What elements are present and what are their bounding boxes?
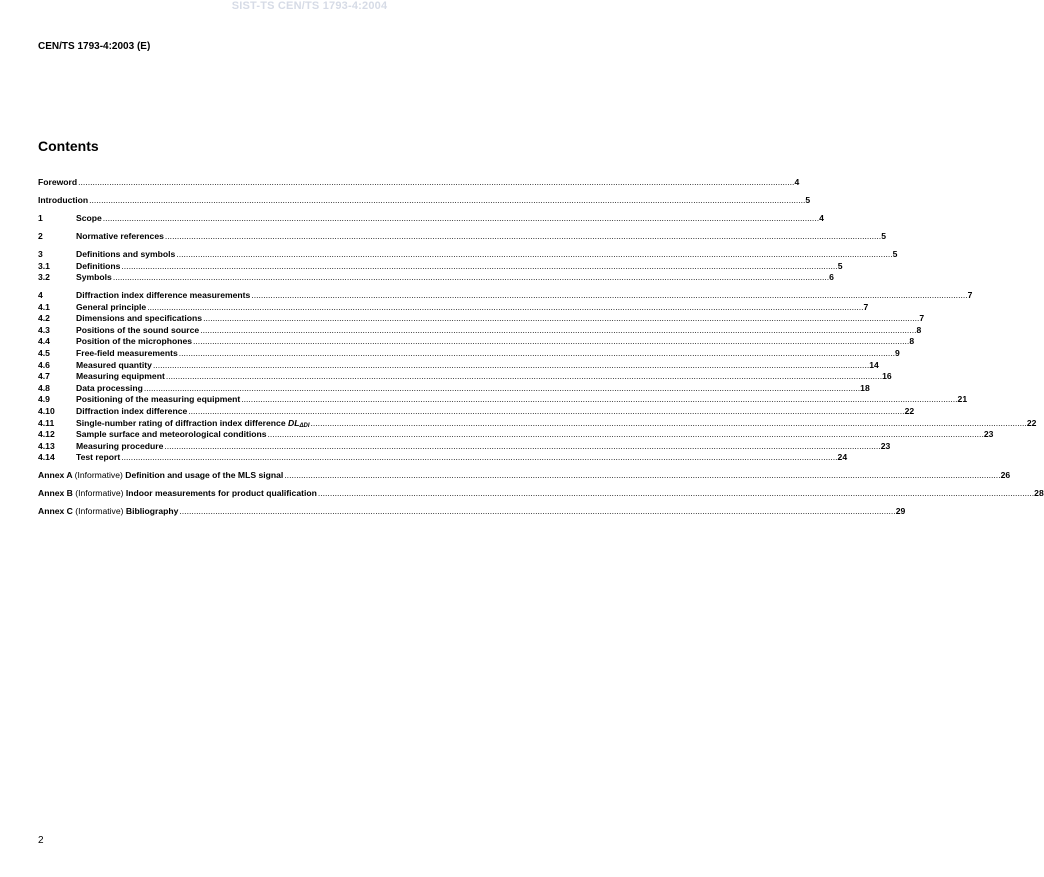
toc-entry[interactable] (38, 371, 892, 383)
annex-type: (Informative) (75, 506, 124, 517)
toc-entry-page: 21 (957, 394, 968, 405)
toc-entry-number: 4.5 (38, 348, 50, 359)
toc-entry-page: 6 (829, 272, 834, 283)
toc-entry-title (76, 231, 164, 243)
toc-entry-title (76, 325, 199, 337)
toc-entry-number: 2 (38, 230, 43, 241)
toc-entry-title (76, 452, 120, 464)
toc-annex-entry[interactable] (38, 470, 1011, 482)
dot-leader: ............................................................................................................................................................................................................................................................................................................ (165, 371, 883, 382)
toc-entry-title (76, 213, 102, 225)
toc-entry-page: 9 (895, 348, 900, 359)
toc-entry[interactable] (38, 177, 800, 189)
toc-entry-number: 3.1 (38, 260, 50, 271)
toc-entry-page: 16 (882, 371, 892, 382)
dot-leader: ............................................................................................................................................................................................................................................................................................................ (203, 313, 920, 324)
toc-entry-title-text: Single-number rating of diffraction index difference (76, 417, 286, 428)
toc-entry-number: 4.11 (38, 417, 55, 428)
toc-entry-number: 4 (38, 290, 43, 301)
toc-entry-title-text: Data processing (76, 382, 143, 393)
dot-leader: ............................................................................................................................................................................................................................................................................................................ (310, 417, 1027, 428)
toc-entry[interactable] (38, 290, 973, 302)
toc-entry[interactable] (38, 194, 811, 207)
toc-entry-title (76, 249, 175, 261)
toc-entry-number: 4.14 (38, 452, 55, 463)
toc-entry-title-text: Definitions (76, 260, 121, 271)
toc-entry-number: 4.2 (38, 313, 50, 324)
toc-entry-title-text: Foreword (38, 177, 78, 187)
toc-entry-page: 23 (983, 429, 994, 440)
toc-entry[interactable] (38, 452, 848, 464)
annex-title (38, 470, 283, 482)
toc-entry-page: 18 (860, 382, 870, 393)
toc-entry[interactable] (38, 417, 1037, 430)
dot-leader: ............................................................................................................................................................................................................................................................................................................ (143, 382, 861, 393)
toc-entry-title-text: Measuring equipment (76, 371, 165, 382)
annex-label: Annex B (38, 488, 73, 499)
toc-entry-page: 5 (805, 194, 811, 205)
toc-entry-number: 4.13 (38, 440, 55, 451)
dot-leader: ............................................................................................................................................................................................................................................................................................................ (188, 406, 905, 417)
toc-entry[interactable] (38, 313, 925, 325)
dot-leader: ............................................................................................................................................................................................................................................................................................................ (284, 470, 1001, 481)
dot-leader: ............................................................................................................................................................................................................................................................................................................ (251, 290, 968, 301)
toc-entry-page: 14 (869, 359, 879, 370)
toc-entry-title-text: Introduction (38, 194, 89, 205)
toc-entry-title (38, 195, 88, 207)
toc-entry-number: 3.2 (38, 272, 50, 283)
dot-leader: ............................................................................................................................................................................................................................................................................................................ (164, 230, 882, 241)
annex-label: Annex A (38, 470, 73, 481)
toc-entry-title (76, 441, 163, 453)
dot-leader: ............................................................................................................................................................................................................................................................................................................ (102, 212, 820, 223)
toc-entry-symbol (288, 418, 310, 428)
toc-entry[interactable] (38, 230, 886, 243)
annex-title-text: Indoor measurements for product qualification (125, 488, 317, 499)
annex-label: Annex C (38, 506, 73, 517)
toc-entry[interactable] (38, 359, 879, 372)
toc-entry-number: 1 (38, 212, 43, 223)
toc-entry-title-text: Diffraction index difference (76, 406, 188, 417)
dot-leader: ............................................................................................................................................................................................................................................................................................................ (317, 488, 1035, 499)
toc-entry-number: 4.4 (38, 336, 50, 347)
toc-entry-title (76, 336, 192, 348)
toc-entry-number: 4.1 (38, 301, 50, 312)
toc-entry-title (76, 371, 165, 383)
toc-entry-page: 5 (837, 260, 843, 271)
toc-entry-page: 23 (880, 440, 891, 451)
toc-entry-page: 7 (967, 290, 973, 301)
toc-annex-entry[interactable] (38, 488, 1044, 500)
dot-leader: ............................................................................................................................................................................................................................................................................................................ (78, 177, 795, 187)
toc-entry[interactable] (38, 348, 900, 360)
toc-entry-page: 4 (819, 212, 824, 223)
toc-entry-title (76, 272, 112, 284)
toc-entry-title-text: General principle (76, 301, 147, 312)
toc-entry-title-text: Free-field measurements (76, 348, 178, 359)
toc-entry-title-text: Positions of the sound source (76, 324, 200, 335)
toc-entry-title (76, 394, 240, 406)
toc-entry-title-text: Scope (76, 212, 102, 223)
toc-entry-title-text: Diffraction index difference measurements (76, 290, 251, 301)
toc-entry[interactable] (38, 272, 834, 284)
toc-entry-title (76, 406, 187, 418)
dot-leader: ............................................................................................................................................................................................................................................................................................................ (112, 272, 830, 283)
annex-title (38, 506, 178, 518)
toc-annex-entry[interactable] (38, 506, 906, 518)
toc-entry-title-text: Measured quantity (76, 359, 152, 370)
dot-leader: ............................................................................................................................................................................................................................................................................................................ (241, 394, 958, 405)
toc-entry[interactable] (38, 440, 891, 453)
symbol-subscript: ΔDI (299, 422, 310, 429)
toc-entry-title (76, 360, 152, 372)
toc-entry[interactable] (38, 260, 843, 273)
annex-title-text: Definition and usage of the MLS signal (125, 470, 284, 481)
symbol-main: DL (288, 417, 300, 428)
dot-leader: ............................................................................................................................................................................................................................................................................................................ (89, 194, 806, 205)
table-of-contents (38, 177, 1044, 518)
annex-page: 29 (895, 506, 906, 517)
page-number: 2 (38, 835, 44, 846)
toc-entry-number: 4.6 (38, 359, 50, 370)
toc-entry[interactable] (38, 248, 898, 261)
toc-entry[interactable] (38, 212, 824, 225)
toc-entry-number: 4.12 (38, 429, 55, 440)
toc-entry-title-text: Position of the microphones (76, 336, 193, 347)
toc-entry-title-text: Definitions and symbols (76, 248, 176, 259)
toc-entry-title-text: Dimensions and specifications (76, 313, 203, 324)
annex-title (38, 488, 317, 500)
toc-entry-title-text: Measuring procedure (76, 440, 164, 451)
dot-leader: ............................................................................................................................................................................................................................................................................................................ (179, 506, 896, 517)
annex-page: 28 (1034, 488, 1044, 499)
toc-entry-page: 7 (919, 313, 925, 324)
dot-leader: ............................................................................................................................................................................................................................................................................................................ (176, 248, 893, 259)
toc-entry-page: 22 (904, 406, 915, 417)
toc-entry-number: 3 (38, 248, 43, 259)
toc-entry[interactable] (38, 382, 870, 395)
dot-leader: ............................................................................................................................................................................................................................................................................................................ (267, 429, 984, 440)
toc-entry[interactable] (38, 301, 869, 314)
toc-entry-title-text: Symbols (76, 272, 112, 283)
dot-leader: ............................................................................................................................................................................................................................................................................................................ (200, 324, 917, 335)
dot-leader: ............................................................................................................................................................................................................................................................................................................ (121, 452, 838, 463)
annex-title-text: Bibliography (125, 506, 179, 517)
toc-entry[interactable] (38, 336, 915, 348)
dot-leader: ............................................................................................................................................................................................................................................................................................................ (121, 260, 838, 271)
annex-type: (Informative) (74, 470, 123, 481)
annex-type: (Informative) (75, 488, 124, 499)
contents-title: Contents (38, 138, 99, 154)
toc-entry-number: 4.10 (38, 406, 55, 417)
toc-entry-page: 5 (892, 248, 898, 259)
annex-page: 26 (1000, 470, 1011, 481)
toc-entry[interactable] (38, 324, 922, 337)
toc-entry-title-text: Positioning of the measuring equipment (76, 394, 241, 405)
toc-entry-page: 4 (794, 177, 800, 187)
watermark: SIST-TS CEN/TS 1793-4:2004 (231, 0, 388, 12)
toc-entry-title (76, 383, 143, 395)
toc-entry[interactable] (38, 394, 968, 406)
toc-entry-number: 4.8 (38, 382, 50, 393)
toc-entry-page: 24 (837, 452, 848, 463)
dot-leader: ............................................................................................................................................................................................................................................................................................................ (193, 336, 910, 347)
toc-entry-number: 4.9 (38, 394, 50, 405)
toc-entry-page: 5 (881, 230, 886, 241)
toc-entry-title-text: Normative references (76, 230, 164, 241)
toc-entry-title (76, 290, 250, 302)
toc-entry-title (76, 429, 267, 441)
dot-leader: ............................................................................................................................................................................................................................................................................................................ (147, 301, 864, 312)
dot-leader: ............................................................................................................................................................................................................................................................................................................ (164, 440, 881, 451)
toc-entry-title-text: Sample surface and meteorological conditions (76, 429, 267, 440)
toc-entry-title (76, 348, 178, 360)
toc-entry-number: 4.3 (38, 324, 50, 335)
toc-entry-title (76, 313, 202, 325)
dot-leader: ............................................................................................................................................................................................................................................................................................................ (152, 359, 870, 370)
toc-entry[interactable] (38, 429, 994, 441)
toc-entry-title-text: Test report (76, 452, 121, 463)
toc-entry-page: 7 (863, 301, 869, 312)
toc-entry-title (38, 177, 77, 189)
toc-entry-page: 8 (909, 336, 915, 347)
document-id: CEN/TS 1793-4:2003 (E) (38, 41, 151, 52)
toc-entry-title (76, 261, 120, 273)
toc-entry-number: 4.7 (38, 371, 50, 382)
toc-entry-page: 22 (1026, 417, 1037, 428)
toc-entry[interactable] (38, 406, 915, 418)
toc-entry-title (76, 302, 146, 314)
toc-entry-page: 8 (916, 324, 922, 335)
dot-leader: ............................................................................................................................................................................................................................................................................................................ (178, 348, 896, 359)
